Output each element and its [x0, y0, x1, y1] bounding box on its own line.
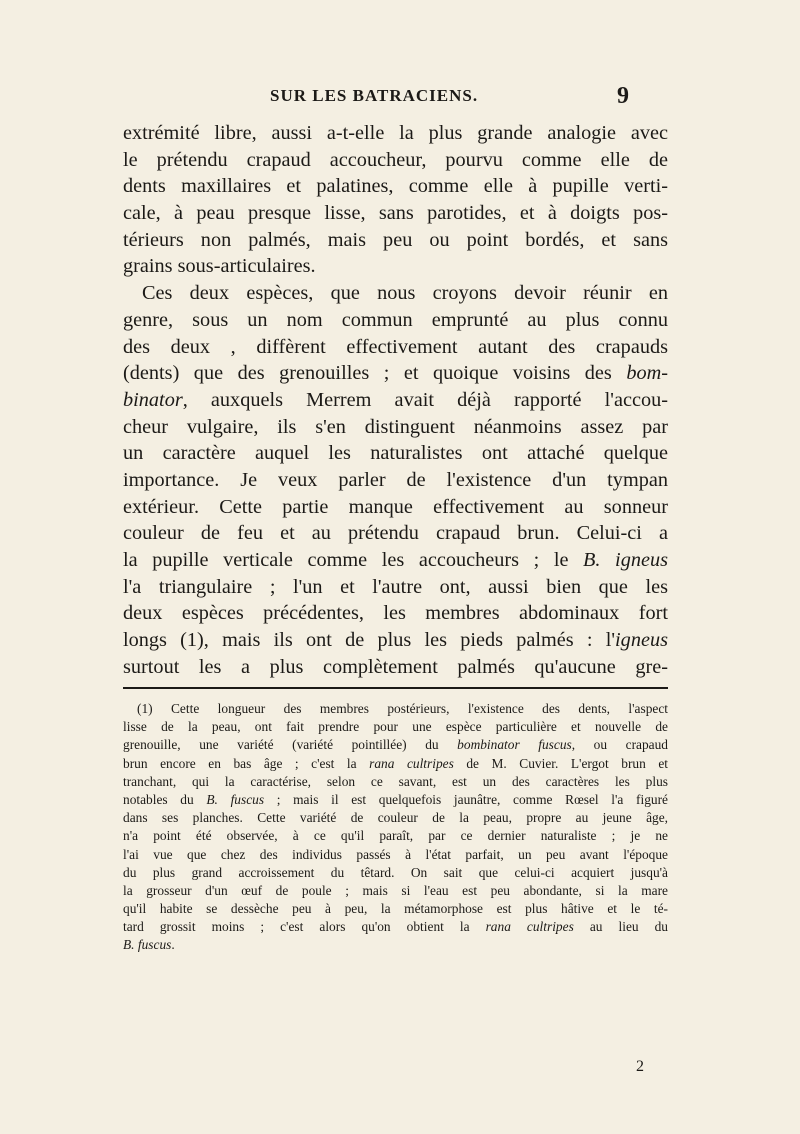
text-line: surtout les a plus complètement palmés qu'aucune gre- [123, 655, 668, 678]
footnote-line: tranchant, qui la caractérise, selon ce savant, est un des caractères les plus [123, 773, 668, 789]
text-line: importance. Je veux parler de l'existence d'un tympan [123, 468, 668, 491]
footnote-line: grenouille, une variété (variété pointillée) du bombinator fuscus, ou crapaud [123, 737, 669, 753]
footnote-line: notables du B. fuscus ; mais il est quelquefois jaunâtre, comme Rœsel l'a figuré [123, 791, 669, 807]
running-head [0, 83, 800, 110]
text-line: des deux , diffèrent effectivement autant des crapauds [123, 335, 668, 358]
text-line: un caractère auquel les naturalistes ont attaché quelque [123, 442, 668, 465]
footnote-line: n'a point été observée, à ce qu'il paraît, par ce dernier naturaliste ; je ne [123, 828, 668, 844]
text-line: l'a triangulaire ; l'un et l'autre ont, aussi bien que les [123, 575, 668, 598]
footnote-line: du plus grand accroissement du têtard. On sait que celui-ci acquiert jusqu'à [123, 864, 668, 880]
footnote-line: brun encore en bas âge ; c'est la rana cultripes de M. Cuvier. L'ergot brun et [123, 755, 668, 771]
text-line: Ces deux espèces, que nous croyons devoir réunir en [142, 282, 668, 305]
text-line: (dents) que des grenouilles ; et quoique voisins des bom- [123, 362, 668, 385]
footnote-line: (1) Cette longueur des membres postérieurs, l'existence des dents, l'aspect [137, 701, 668, 716]
text-line: cale, à peau presque lisse, sans parotides, et à doigts pos- [123, 202, 668, 225]
footnote-line: qu'il habite se dessèche peu à peu, la métamorphose est plus hâtive et le té- [123, 901, 668, 917]
main-text [123, 120, 668, 680]
footnote-line: tard grossit moins ; c'est alors qu'on obtient la rana cultripes au lieu du [123, 919, 669, 935]
text-line: la pupille verticale comme les accoucheurs ; le B. igneus [123, 549, 669, 571]
text-line: couleur de feu et au prétendu crapaud brun. Celui-ci a [123, 522, 668, 545]
text-line: cheur vulgaire, ils s'en distinguent néanmoins assez par [123, 415, 668, 438]
page-number: 9 [617, 83, 629, 109]
text-line: longs (1), mais ils ont de plus les pieds palmés : l'igneus [123, 629, 668, 652]
text-line: le prétendu crapaud accoucheur, pourvu comme elle de [123, 148, 668, 171]
footnote-line: la grosseur d'un œuf de poule ; mais si l'eau est peu abondante, si la mare [123, 882, 668, 898]
footnote-line: dans ses planches. Cette variété de couleur de la peau, propre au jeune âge, [123, 810, 668, 826]
running-title: SUR LES BATRACIENS. [270, 86, 479, 105]
footnote [123, 700, 668, 955]
footnote-line: B. fuscus. [123, 937, 175, 953]
text-line: extrémité libre, aussi a-t-elle la plus grande analogie avec [123, 122, 668, 144]
text-line: binator, auxquels Merrem avait déjà rapporté l'accou- [123, 388, 668, 411]
text-line: genre, sous un nom commun emprunté au plus connu [123, 308, 668, 331]
signature-mark: 2 [636, 1058, 644, 1075]
text-line: deux espèces précédentes, les membres abdominaux fort [123, 602, 668, 625]
footnote-line: l'ai vue que chez des individus passés à l'état parfait, un peu avant l'époque [123, 846, 668, 862]
footnote-line: lisse de la peau, ont fait prendre pour une espèce particulière et nouvelle de [123, 719, 668, 735]
footnote-rule [123, 687, 668, 689]
text-line: extérieur. Cette partie manque effectivement au sonneur [123, 495, 668, 518]
text-line: grains sous-articulaires. [123, 255, 316, 278]
text-line: dents maxillaires et palatines, comme elle à pupille verti- [123, 175, 668, 198]
text-line: térieurs non palmés, mais peu ou point bordés, et sans [123, 228, 668, 251]
